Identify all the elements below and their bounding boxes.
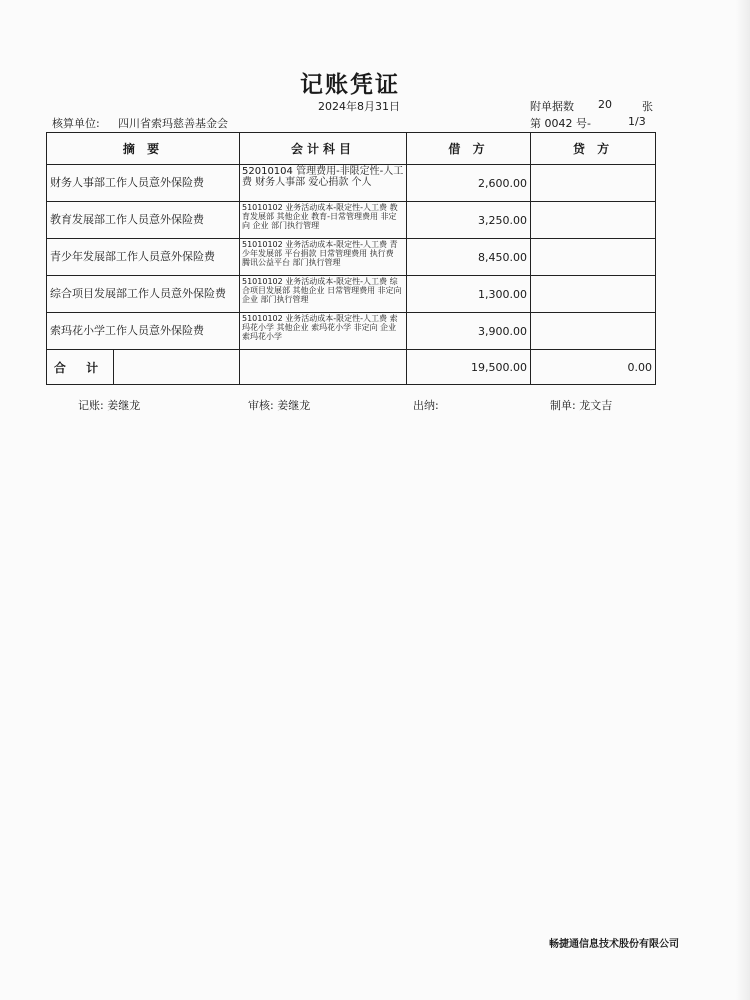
row-debit: 1,300.00 [407, 276, 531, 313]
table-header-row [47, 133, 656, 165]
attachments-unit: 张 [642, 100, 653, 113]
row-debit: 2,600.00 [407, 165, 531, 202]
table-row [47, 313, 656, 350]
row-debit: 3,900.00 [407, 313, 531, 350]
cashier-signature: 出纳: [413, 399, 439, 412]
row-account: 52010104 管理费用-非限定性-人工费 财务人事部 爱心捐款 个人 [240, 165, 407, 202]
table-row [47, 202, 656, 239]
header-account: 会计科目 [240, 133, 407, 165]
row-debit: 3,250.00 [407, 202, 531, 239]
voucher-date: 2024年8月31日 [318, 100, 400, 113]
row-summary: 教育发展部工作人员意外保险费 [47, 202, 240, 239]
voucher-table [46, 132, 656, 385]
company-footer: 畅捷通信息技术股份有限公司 [549, 939, 679, 950]
unit-name: 四川省索玛慈善基金会 [118, 117, 228, 130]
table-row [47, 276, 656, 313]
row-account: 51010102 业务活动成本-限定性-人工费 综合项目发展部 其他企业 日常管理费用 非定向 企业 部门执行管理 [240, 276, 407, 313]
row-summary: 财务人事部工作人员意外保险费 [47, 165, 240, 202]
row-debit: 8,450.00 [407, 239, 531, 276]
table-row [47, 239, 656, 276]
row-credit [531, 313, 656, 350]
row-credit [531, 276, 656, 313]
row-account: 51010102 业务活动成本-限定性-人工费 青少年发展部 平台捐款 日常管理费用 执行费 腾讯公益平台 部门执行管理 [240, 239, 407, 276]
bookkeeper-signature: 记账: 姜继龙 [78, 399, 141, 412]
row-credit [531, 165, 656, 202]
voucher-page: 1/3 [628, 115, 646, 128]
total-credit: 0.00 [531, 350, 656, 385]
header-summary: 摘 要 [47, 133, 240, 165]
reviewer-signature: 审核: 姜继龙 [248, 399, 311, 412]
table-row [47, 165, 656, 202]
total-account-empty [240, 350, 407, 385]
preparer-signature: 制单: 龙文吉 [550, 399, 613, 412]
total-cell [47, 350, 240, 385]
row-account: 51010102 业务活动成本-限定性-人工费 教育发展部 其他企业 教育-日常管理费用 非定向 企业 部门执行管理 [240, 202, 407, 239]
row-summary: 索玛花小学工作人员意外保险费 [47, 313, 240, 350]
header-debit: 借 方 [407, 133, 531, 165]
row-summary: 青少年发展部工作人员意外保险费 [47, 239, 240, 276]
total-row [47, 350, 656, 385]
row-account: 51010102 业务活动成本-限定性-人工费 索玛花小学 其他企业 索玛花小学 非定向 企业 索玛花小学 [240, 313, 407, 350]
unit-label: 核算单位: [52, 117, 100, 130]
total-label: 合 计 [47, 350, 114, 384]
page-edge [736, 0, 750, 1000]
attachments-label: 附单据数 [530, 100, 574, 113]
row-summary: 综合项目发展部工作人员意外保险费 [47, 276, 240, 313]
attachments-count: 20 [598, 98, 612, 111]
page-title: 记账凭证 [300, 71, 400, 98]
row-credit [531, 202, 656, 239]
voucher-number: 第 0042 号- [530, 117, 591, 130]
header-credit: 贷 方 [531, 133, 656, 165]
row-credit [531, 239, 656, 276]
total-debit: 19,500.00 [407, 350, 531, 385]
